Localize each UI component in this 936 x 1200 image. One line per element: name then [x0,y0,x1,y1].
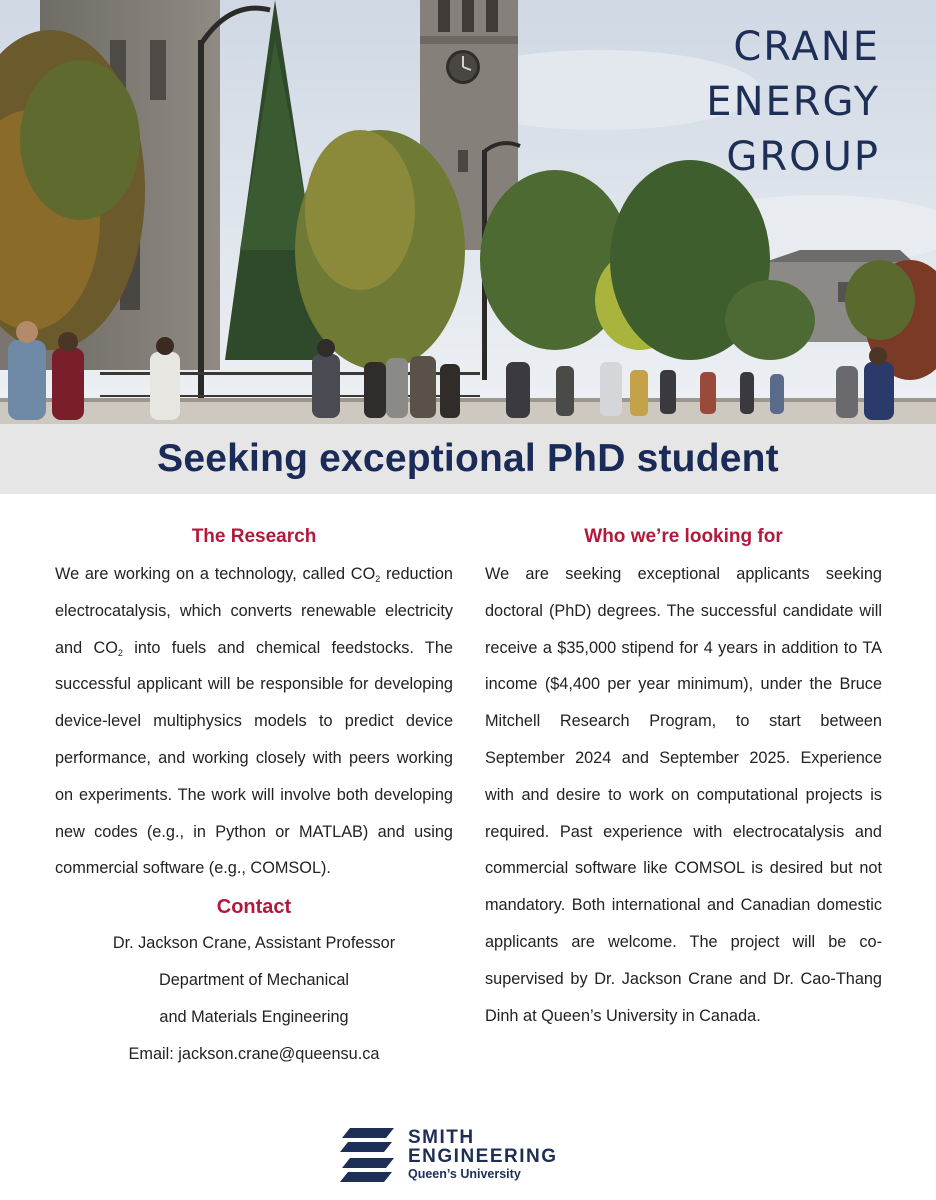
smith-engineering-logo [336,1124,558,1186]
looking-for-heading: Who we’re looking for [584,526,783,547]
headline-band [0,424,936,494]
logo-line-smith: SMITH [408,1127,475,1148]
research-text-3: into fuels and chemical feedstocks. The successful applicant will be responsible for developing device-level multiphysics models to predict device performance, and working closely with peers working on experiments. The work will involve both developing new codes (e.g., in Python or MATLAB) and using commercial software (e.g., COMSOL). [55,638,453,878]
contact-department-cont: and Materials Engineering [159,1008,349,1027]
page-title: Seeking exceptional PhD student [157,437,779,480]
logo-wordmark [408,1128,558,1182]
research-text-2: reduction electrocatalysis, which converts renewable electricity and CO [55,565,453,657]
smith-engineering-logo-icon [336,1124,398,1186]
hero-photo [0,0,936,424]
group-name-line-1: CRANE [733,24,880,70]
group-name-line-2: ENERGY [706,79,880,125]
research-heading: The Research [191,526,317,547]
contact-department: Department of Mechanical [158,971,350,990]
logo-line-engineering: ENGINEERING [408,1146,558,1167]
contact-name: Dr. Jackson Crane, Assistant Professor [112,934,396,953]
co2-subscript-2: 2 [117,647,123,658]
looking-for-paragraph: We are seeking exceptional applicants seeking doctoral (PhD) degrees. The successful candidate will receive a $35,000 stipend for 4 years in addition to TA income ($4,400 per year minimum), under the Bruce Mitchell Research Program, to start between September 2024 and September 2025. Experience with and desire to work on computational projects is required. Past experience with electrocatalysis and commercial software like COMSOL is desired but not mandatory. Both international and Canadian domestic applicants are welcome. The project will be co-supervised by Dr. Jackson Crane and Dr. Cao-Thang Dinh at Queen’s University in Canada. [485,565,882,1025]
contact-heading: Contact [216,896,292,919]
group-name-title [706,20,880,185]
research-text-1: We are working on a technology, called CO [55,565,376,583]
research-paragraph [55,556,453,887]
co2-subscript-1: 2 [375,574,381,584]
logo-line-university: Queen’s University [408,1167,521,1181]
contact-email[interactable]: Email: jackson.crane@queensu.ca [128,1045,380,1064]
group-name-line-3: GROUP [726,134,880,180]
right-column [485,518,882,1034]
left-column [55,518,453,1073]
